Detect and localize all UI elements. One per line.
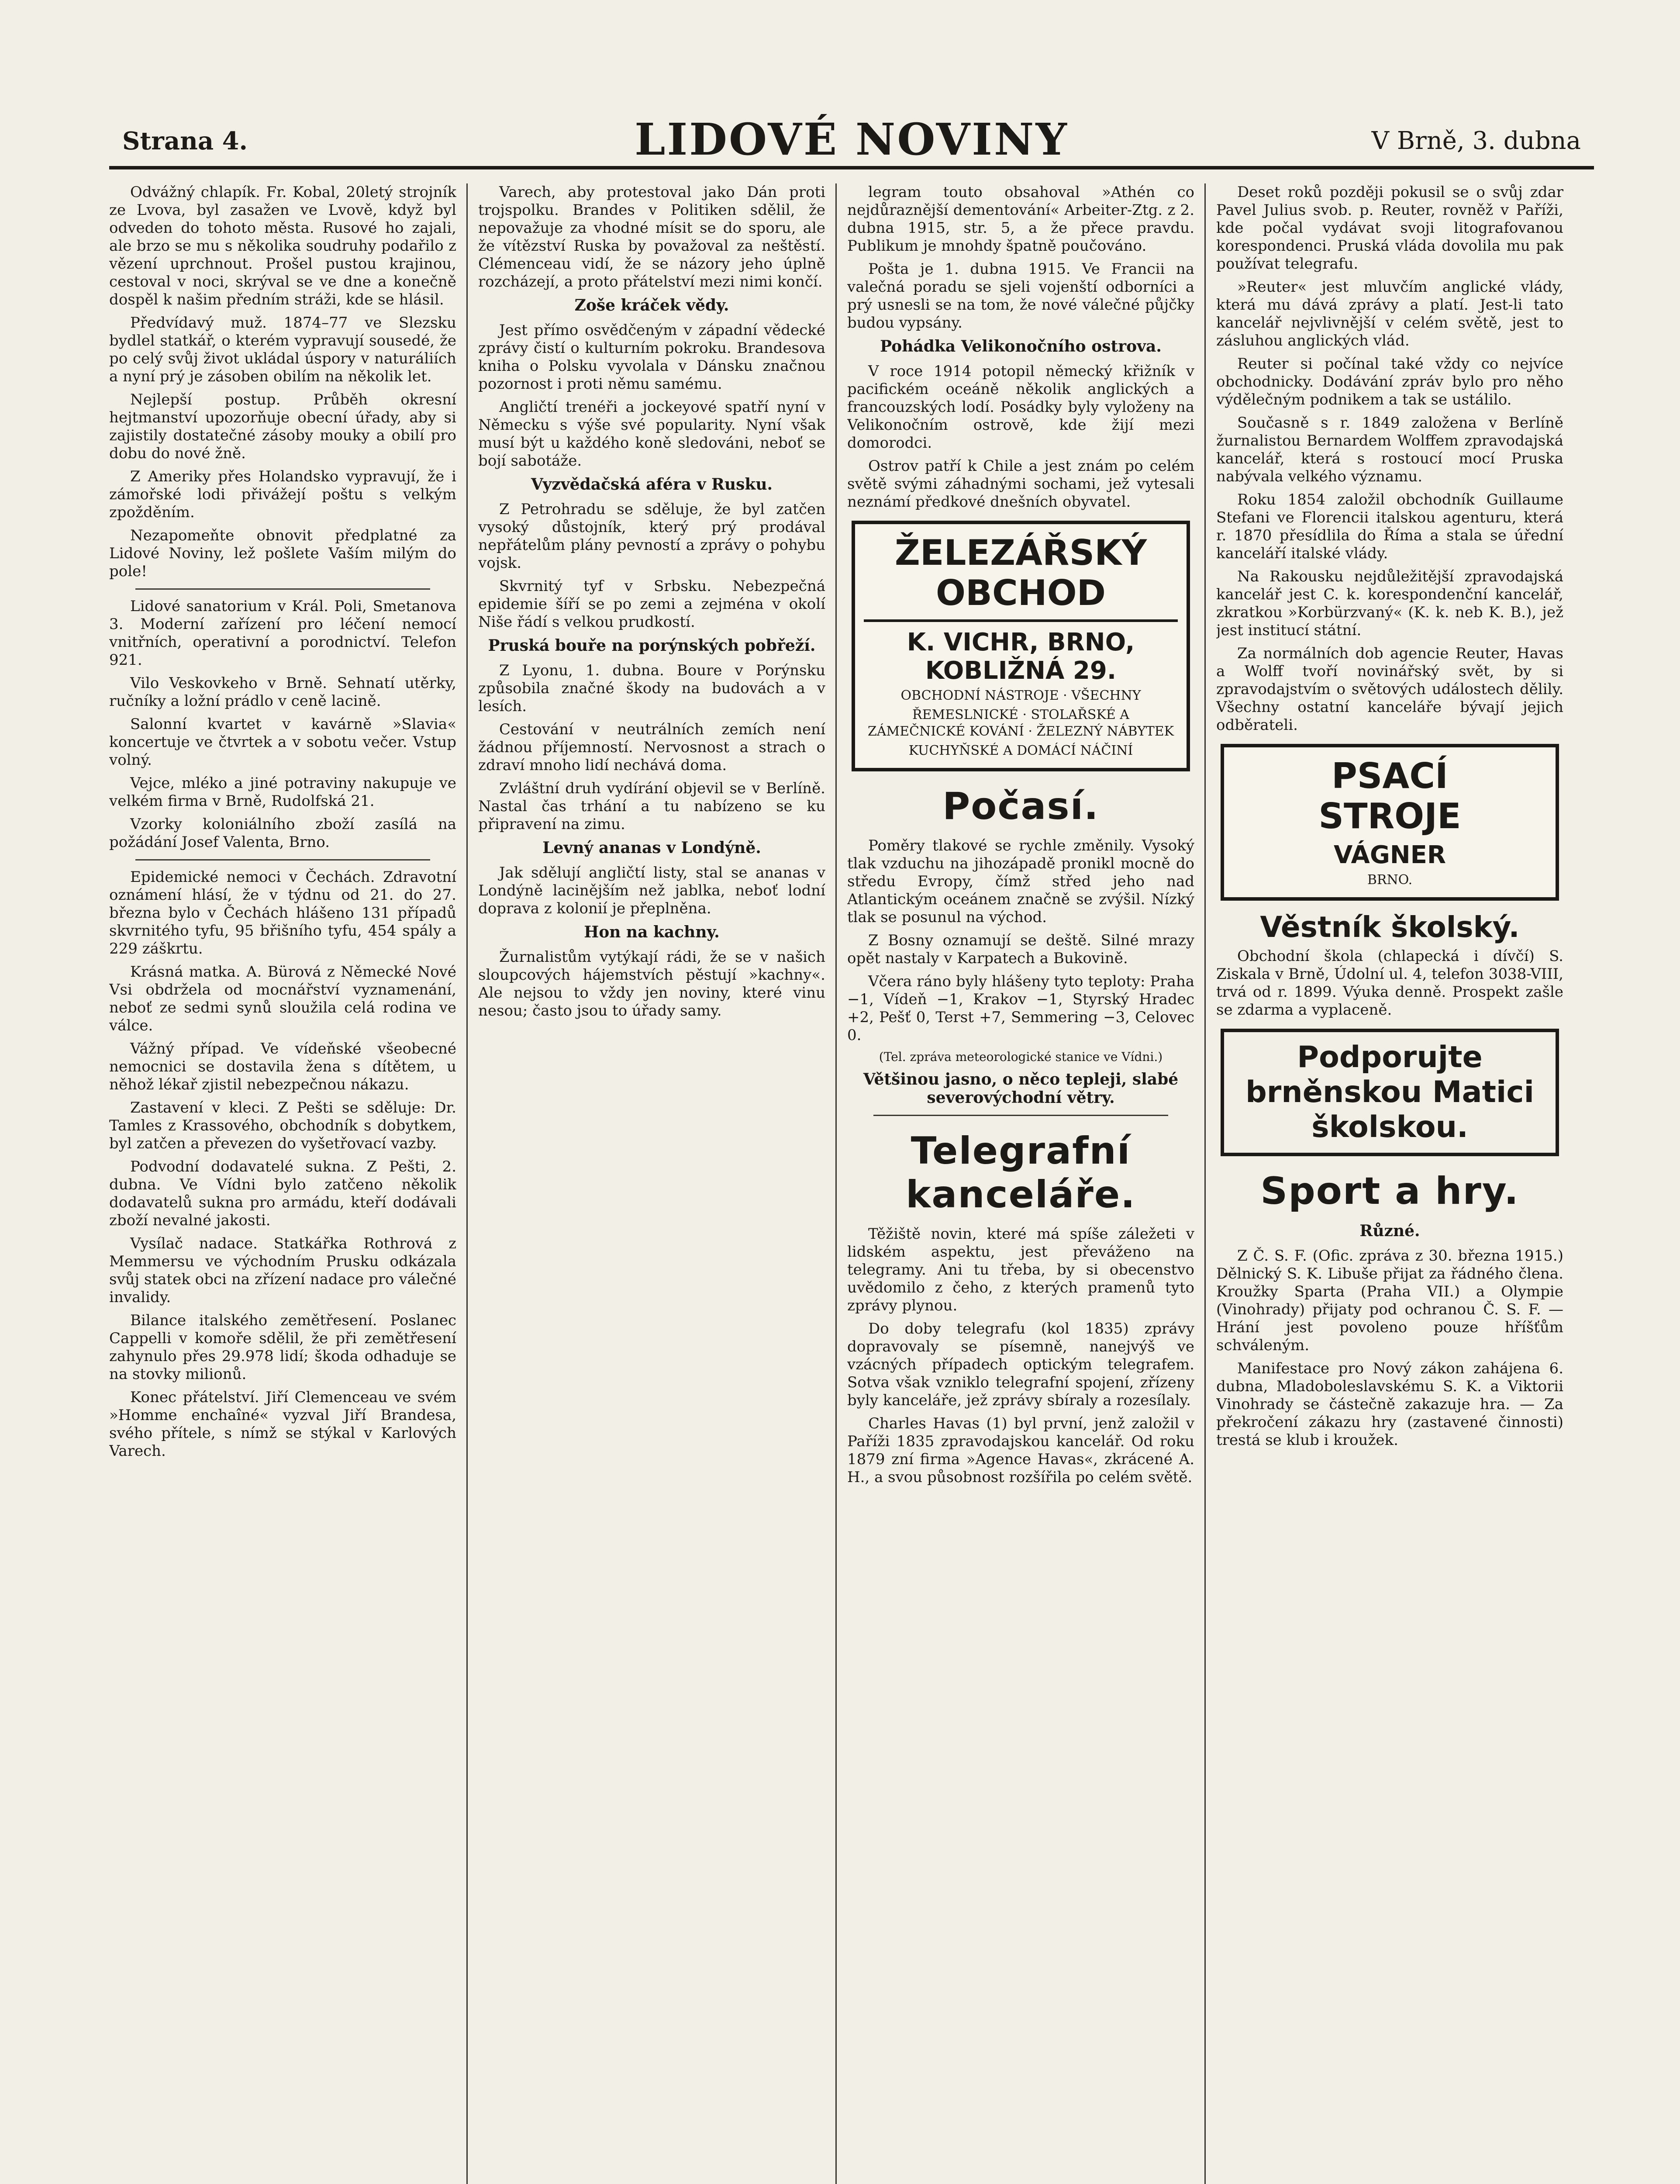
article-paragraph: Krásná matka. A. Bürová z Německé Nové Vsi obdržela od mocnářství vyznamenání, neboť ze sedmi synů sloužila celá rodina ve válce. (109, 963, 456, 1034)
article-paragraph: Konec přátelství. Jiří Clemenceau ve svém »Homme enchaîné« vyzval Jiří Brandesa, svého přítele, s nímž se stýkal v Karlových Varech. (109, 1389, 456, 1460)
article-paragraph: V roce 1914 potopil německý křižník v pacifickém oceáně několik anglických a francouzských lodí. Posádky byly vyloženy na Velikonočním ostrově, kde žijí mezi domorodci. (847, 363, 1194, 452)
article-paragraph: Odvážný chlapík. Fr. Kobal, 20letý strojník ze Lvova, byl zasažen ve Lvově, když byl odveden do tohoto města. Rusové ho zajali, ale brzo se mu s několika soudruhy podařilo z vězení uprchnout. Prošel pustou krajinou, cestoval v noci, skrýval se ve dne a konečně dospěl k našim předním stráži, kde se hlásil. (109, 183, 456, 308)
masthead (109, 100, 1594, 169)
sport-paragraph: Manifestace pro Nový zákon zahájena 6. dubna, Mladoboleslavskému S. K. a Viktorii Vinohrady se částečně zakazuje hra. — Za překročení zákazu hry (zastavené činnosti) trestá se klub i kroužek. (1216, 1360, 1563, 1449)
article-paragraph: Za normálních dob agencie Reuter, Havas a Wolff tvoří novinářský svět, by si zpravodajstvím o světových událostech dělily. Všechny ostatní kanceláře bývají jejich odběrateli. (1216, 645, 1563, 734)
section-heading: Pruská bouře na porýnských pobřeží. (488, 636, 816, 655)
subscription-notice: Nezapomeňte obnovit předplatné za Lidové Noviny, lež pošlete Vaším milým do pole! (109, 527, 456, 580)
article-paragraph: Zvláštní druh vydírání objevil se v Berlíně. Nastal čas trhání a tu nabízeno se ku připravení na zimu. (478, 780, 825, 833)
article-paragraph: Skvrnitý tyf v Srbsku. Nebezpečná epidemie šíří se po zemi a zejména v okolí Niše řádí s velkou prudkostí. (478, 577, 825, 631)
ad-headline: STROJE (1318, 796, 1461, 836)
article-paragraph: Jak sdělují angličtí listy, stal se ananas v Londýně lacinějším než jablka, neboť lodní doprava z kolonií je přeplněna. (478, 864, 825, 917)
column-3 (847, 183, 1194, 2184)
article-paragraph: Deset roků později pokusil se o svůj zdar Pavel Julius svob. p. Reuter, rovněž v Paříži, kde počal vydávat svoji litografovanou korespondenci. Pruská vláda dovolila mu pak používat telegrafu. (1216, 183, 1563, 273)
article-paragraph: legram touto obsahoval »Athén co nejdůraznější dementování« Arbeiter-Ztg. z 2. dubna 1915, str. 5, a že přece pravdu. Publikum je mnohdy špatně poučováno. (847, 183, 1194, 255)
ad-divider (864, 619, 1178, 622)
classified-ad: Salonní kvartet v kavárně »Slavia« koncertuje ve čtvrtek a v sobotu večer. Vstup volný. (109, 715, 456, 769)
article-paragraph: Varech, aby protestoval jako Dán proti trojspolku. Brandes v Politiken sdělil, že nepovažuje za vhodné mísit se do sporu, ale že vítězství Ruska by považoval za neštěstí. Clémenceau vidí, že se názory jeho úplně rozcházejí, a proto přátelství mezi nimi končí. (478, 183, 825, 290)
column-rule (1204, 183, 1206, 2184)
article-paragraph: Reuter si počínal také vždy co nejvíce obchodnicky. Dodávání zpráv bylo pro něho výdělečným podnikem a tak se ustálilo. (1216, 355, 1563, 408)
ad-title: ŽELEZÁŘSKÝ OBCHOD (894, 532, 1147, 613)
article-paragraph: Podvodní dodavatelé sukna. Z Pešti, 2. dubna. Ve Vídni bylo zatčeno několik dodavatelů sukna pro armádu, kteří dodávali zboží nevalné jakosti. (109, 1158, 456, 1229)
article-paragraph: Nejlepší postup. Průběh okresní hejtmanství upozorňuje obecní úřady, aby si zajistily dostatečné zásoby mouky a obilí pro dobu do nové žně. (109, 391, 456, 462)
weather-temperatures: Včera ráno byly hlášeny tyto teploty: Praha −1, Vídeň −1, Krakov −1, Styrský Hradec +2, Pešť 0, Terst +7, Semmering −3, Celovec 0. (847, 973, 1194, 1044)
telegraph-heading: Telegrafní kanceláře. (906, 1129, 1136, 1216)
classified-ad: Vzorky koloniálního zboží zasílá na požádání Josef Valenta, Brno. (109, 816, 456, 851)
column-2 (478, 183, 825, 2184)
page-number: Strana 4. (122, 127, 248, 156)
typewriter-ad (1221, 744, 1559, 901)
article-paragraph: Do doby telegrafu (kol 1835) zprávy dopravovaly se písemně, nanejvýš ve vzácných případech optickým telegrafem. Sotva však vzniklo telegrafní spojení, zřízeny byly kanceláře, jež zprávy sbíraly a rozesílaly. (847, 1320, 1194, 1409)
article-paragraph: Bilance italského zemětřesení. Poslanec Cappelli v komoře sdělil, že při zemětřesení zahynulo přes 29.978 lidí; škoda odhaduje se na stovky milionů. (109, 1312, 456, 1383)
article-paragraph: Roku 1854 založil obchodník Guillaume Stefani ve Florencii italskou agenturu, která r. 1870 přesídlila do Říma a stala se úřední kanceláří italské vlády. (1216, 491, 1563, 562)
article-paragraph: Angličtí trenéři a jockeyové spatří nyní v Německu s výše své popularity. Nyní však musí být u každého koně sledováni, neboť se bojí sabotáže. (478, 398, 825, 470)
article-paragraph: Vysílač nadace. Statkářka Rothrová z Memmersu ve východním Prusku odkázala svůj statek obci na zřízení nadace pro válečné invalidy. (109, 1235, 456, 1306)
column-rule (466, 183, 468, 2184)
article-paragraph: Epidemické nemoci v Čechách. Zdravotní oznámení hlásí, že v týdnu od 21. do 27. března bylo v Čechách hlášeno 131 případů skvrnitého tyfu, 95 břišního tyfu, 454 spály a 229 záškrtu. (109, 868, 456, 957)
ad-city: BRNO. (1367, 872, 1413, 888)
article-paragraph: Současně s r. 1849 založena v Berlíně žurnalistou Bernardem Wolffem zpravodajská kancelář, která s rostoucí mocí Pruska nabývala velkého významu. (1216, 414, 1563, 485)
school-notice: Obchodní škola (chlapecká i dívčí) S. Ziskala v Brně, Údolní ul. 4, telefon 3038-VIII, trvá od r. 1899. Výuka denně. Prospekt zašle se zdarma a vyplaceně. (1216, 947, 1563, 1019)
weather-paragraph: Poměry tlakové se rychle změnily. Vysoký tlak vzduchu na jihozápadě pronikl mocně do středu Evropy, čímž střed jeho nad Atlantickým oceánem značně se zvýšil. Nízký tlak se posunul na východ. (847, 837, 1194, 926)
classified-ad: Vilo Veskovkeho v Brně. Sehnatí utěrky, ručníky a ložní prádlo v ceně lacině. (109, 674, 456, 710)
classified-ad: Lidové sanatorium v Král. Poli, Smetanova 3. Moderní zařízení pro léčení nemocí vnitřních, operativní a porodnictví. Telefon 921. (109, 598, 456, 669)
weather-source: (Tel. zpráva meteorologické stanice ve Vídni.) (879, 1050, 1163, 1064)
ad-line: ŘEMESLNICKÉ · STOLAŘSKÉ A ZÁMEČNICKÉ KOVÁNÍ · ŽELEZNÝ NÁBYTEK (867, 707, 1174, 739)
divider (873, 1115, 1168, 1116)
sport-paragraph: Z Č. S. F. (Ofic. zpráva z 30. března 1915.) Dělnický S. K. Libuše přijat za řádného člena. Kroužky Sparta (Praha VII.) a Olympie (Vinohrady) přijaty pod ochranou Č. S. F. — Hrání jest povoleno pouze hříšťům schváleným. (1216, 1247, 1563, 1354)
sport-subheading: Různé. (1359, 1222, 1420, 1240)
article-paragraph: Vážný případ. Ve vídeňské všeobecné nemocnici se dostavila žena s dítětem, u něhož lékař zjistil nebezpečnou nákazu. (109, 1040, 456, 1093)
school-bulletin-heading: Věstník školský. (1260, 910, 1520, 944)
article-paragraph: Těžiště novin, které má spíše záležeti v lidském aspektu, jest převáženo na telegramy. Ani tu třeba, by si obecenstvo uvědomilo z čeho, z kterých pramenů tyto zprávy plynou. (847, 1225, 1194, 1314)
ad-line: KUCHYŇSKÉ A DOMÁCÍ NÁČINÍ (908, 743, 1133, 758)
article-paragraph: Pošta je 1. dubna 1915. Ve Francii na valečná poradu se sjeli vojenští odborníci a prý usnesli se na tom, že nové válečné půjčky budou vypsány. (847, 260, 1194, 332)
sport-heading: Sport a hry. (1260, 1169, 1519, 1213)
article-paragraph: Z Ameriky přes Holandsko vypravují, že i zámořské lodi přivážejí poštu s velkým zpožděním. (109, 468, 456, 521)
matice-banner: Podporujte brněnskou Matici školskou. (1221, 1029, 1559, 1156)
section-heading: Hon na kachny. (584, 923, 720, 941)
section-heading: Vyzvědačská aféra v Rusku. (531, 475, 773, 494)
ad-company: VÁGNER (1333, 841, 1446, 869)
article-paragraph: Z Petrohradu se sděluje, že byl zatčen vysoký důstojník, který prý prodával nepřátelům plány pevností a zprávy o pohybu vojsk. (478, 501, 825, 572)
divider (135, 588, 430, 590)
divider (135, 859, 430, 860)
article-paragraph: Cestování v neutrálních zemích není žádnou příjemností. Nervosnost a strach o zdraví mnoho lidí nechává doma. (478, 721, 825, 774)
weather-paragraph: Z Bosny oznamují se deště. Silné mrazy opět nastaly v Karpatech a Bukovině. (847, 932, 1194, 967)
article-paragraph: Jest přímo osvědčeným v západní vědecké zprávy čistí o kulturním pokroku. Brandesova kniha o Polsku vyvolala v Dánsku značnou pozornost i proti němu samému. (478, 321, 825, 393)
article-paragraph: Z Lyonu, 1. dubna. Boure v Porýnsku způsobila značné škody na budovách a v lesích. (478, 662, 825, 715)
section-heading: Pohádka Velikonočního ostrova. (880, 337, 1162, 356)
hardware-store-ad (852, 521, 1190, 771)
newspaper-title: LIDOVÉ NOVINY (635, 114, 1069, 165)
column-4 (1216, 183, 1563, 2184)
dateline: V Brně, 3. dubna (1371, 127, 1581, 155)
article-paragraph: Charles Havas (1) byl první, jenž založil v Paříži 1835 zpravodajskou kancelář. Od roku 1879 zní firma »Agence Havas«, zkrácené A. H., a svou působnost rozšířila po celém světě. (847, 1415, 1194, 1486)
article-paragraph: Předvídavý muž. 1874–77 ve Slezsku bydlel statkář, o kterém vypravují sousedé, že po celý svůj život ukládal úspory v naturáliích a nyní prý je zásoben obilím na několik let. (109, 314, 456, 385)
ad-line: OBCHODNÍ NÁSTROJE · VŠECHNY (900, 688, 1141, 703)
column-1 (109, 183, 456, 2184)
section-heading: Levný ananas v Londýně. (542, 839, 761, 857)
weather-heading: Počasí. (942, 784, 1099, 828)
ad-headline: PSACÍ (1332, 756, 1448, 796)
article-paragraph: Na Rakousku nejdůležitější zpravodajská kancelář jest C. k. korespondenční kancelář, zkratkou »Korbürzvaný« (K. k. neb K. B.), jež jest institucí státní. (1216, 568, 1563, 639)
article-paragraph: Zastavení v kleci. Z Pešti se sděluje: Dr. Tamles z Krassového, obchodník s dobytkem, byl zatčen a převezen do vyšetřovací vazby. (109, 1099, 456, 1152)
article-paragraph: Žurnalistům vytýkají rádi, že se v našich sloupcových hájemstvích pěstují »kachny«. Ale nejsou to vždy jen noviny, které vinu nesou; často jsou to úřady samy. (478, 948, 825, 1019)
article-paragraph: Ostrov patří k Chile a jest znám po celém světě svými záhadnými sochami, jež vytesali neznámí předkové dnešních obyvatel. (847, 457, 1194, 511)
ad-shop-name: K. VICHR, BRNO, KOBLIŽNÁ 29. (907, 628, 1135, 685)
section-heading: Zoše kráček vědy. (574, 296, 729, 314)
classified-ad: Vejce, mléko a jiné potraviny nakupuje ve velkém firma v Brně, Rudolfská 21. (109, 774, 456, 810)
article-paragraph: »Reuter« jest mluvčím anglické vlády, která mu dává zprávy a platí. Jest-li tato kancelář nejvlivnější v celém světě, jest to zásluhou anglických vlád. (1216, 278, 1563, 349)
column-rule (835, 183, 837, 2184)
weather-forecast: Většinou jasno, o něco tepleji, slabé severovýchodní větry. (863, 1070, 1179, 1107)
